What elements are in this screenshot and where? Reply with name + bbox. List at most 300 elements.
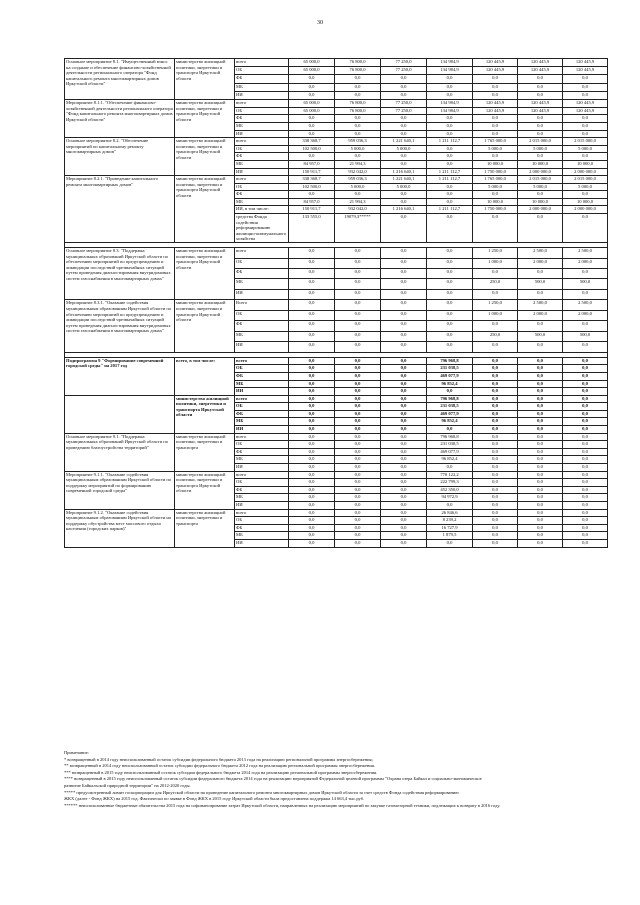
amount-cell: 21 994,3 xyxy=(335,198,381,206)
amount-cell: 0,0 xyxy=(335,342,381,352)
amount-cell: 0,0 xyxy=(427,122,473,130)
amount-cell: 0,0 xyxy=(427,464,473,472)
amount-cell: 0,0 xyxy=(427,331,473,341)
source-cell: ИИ xyxy=(235,426,289,434)
amount-cell: 5 000,0 xyxy=(518,183,563,191)
amount-cell: 0,0 xyxy=(473,268,518,278)
source-cell: ФБ xyxy=(235,321,289,331)
amount-cell: 0,0 xyxy=(335,433,381,441)
amount-cell: 0,0 xyxy=(289,403,335,411)
amount-cell: 0,0 xyxy=(518,471,563,479)
amount-cell: 0,0 xyxy=(289,539,335,547)
amount-cell: 0,0 xyxy=(427,91,473,99)
executor-cell: министерство жилищной политики, энергетики и транспорта Иркутской области xyxy=(175,248,235,300)
amount-cell: 0,0 xyxy=(473,388,518,396)
amount-cell: 0,0 xyxy=(427,321,473,331)
amount-cell: 134 984,9 xyxy=(427,59,473,67)
measure-name: Основное мероприятие 8.2. "Обеспечение мероприятий по капитальному ремонту многоквартирных домов" xyxy=(65,138,175,176)
amount-cell: 0,0 xyxy=(563,365,608,373)
amount-cell: 0,0 xyxy=(335,372,381,380)
amount-cell: 0,0 xyxy=(473,426,518,434)
note-line: ** возвращенный в 2014 году неиспользованный остаток субсидии федерального бюджета 2012 года на реализацию региональной программы энергосбережения. xyxy=(64,763,375,769)
amount-cell: 0,0 xyxy=(473,122,518,130)
amount-cell: 0,0 xyxy=(381,509,427,517)
amount-cell: 0,0 xyxy=(289,115,335,123)
amount-cell: 0,0 xyxy=(289,83,335,91)
table-row xyxy=(65,300,608,310)
amount-cell: 0,0 xyxy=(518,494,563,502)
table-row xyxy=(65,433,608,441)
amount-cell: 120 445,9 xyxy=(473,67,518,75)
amount-cell: 0,0 xyxy=(563,372,608,380)
amount-cell: 0,0 xyxy=(381,248,427,258)
source-cell: ОБ xyxy=(235,310,289,320)
amount-cell: 84 957,0 xyxy=(289,198,335,206)
source-cell: Всего xyxy=(235,300,289,310)
table-row xyxy=(65,248,608,258)
amount-cell: 0,0 xyxy=(518,433,563,441)
amount-cell: 77 250,0 xyxy=(381,59,427,67)
amount-cell: 0,0 xyxy=(335,321,381,331)
amount-cell: 0,0 xyxy=(381,388,427,396)
amount-cell: 0,0 xyxy=(518,403,563,411)
amount-cell: 0,0 xyxy=(381,471,427,479)
amount-cell: 0,0 xyxy=(427,279,473,289)
amount-cell: 0,0 xyxy=(335,331,381,341)
amount-cell: 0,0 xyxy=(473,83,518,91)
amount-cell: 0,0 xyxy=(473,153,518,161)
amount-cell: 120 445,9 xyxy=(518,100,563,108)
source-cell: ИИ xyxy=(235,388,289,396)
amount-cell: 0,0 xyxy=(518,388,563,396)
source-cell: МБ xyxy=(235,418,289,426)
amount-cell: 0,0 xyxy=(563,517,608,525)
amount-cell: 84 957,0 xyxy=(289,160,335,168)
amount-cell: 0,0 xyxy=(289,418,335,426)
amount-cell: 2 500,0 xyxy=(518,248,563,258)
amount-cell: 0,0 xyxy=(473,191,518,199)
amount-cell: 0,0 xyxy=(473,433,518,441)
amount-cell: 0,0 xyxy=(289,456,335,464)
amount-cell: 0,0 xyxy=(289,380,335,388)
source-cell: МБ xyxy=(235,494,289,502)
amount-cell: 0,0 xyxy=(473,486,518,494)
amount-cell: 0,0 xyxy=(335,486,381,494)
source-cell: ОБ xyxy=(235,441,289,449)
amount-cell: 77 250,0 xyxy=(381,107,427,115)
amount-cell: 0,0 xyxy=(473,289,518,299)
amount-cell: 65 000,0 xyxy=(289,59,335,67)
note-line: *** возвращенный в 2015 году неиспользованный остаток субсидии федерального бюджета 2014 года на реализацию региональной программы энергосбережения. xyxy=(64,769,378,775)
amount-cell: 231 038,5 xyxy=(427,441,473,449)
amount-cell: 0,0 xyxy=(289,532,335,540)
amount-cell: 0,0 xyxy=(473,410,518,418)
table-row xyxy=(65,395,608,403)
amount-cell: 0,0 xyxy=(381,122,427,130)
amount-cell: 0,0 xyxy=(289,258,335,268)
amount-cell: 0,0 xyxy=(335,300,381,310)
source-cell: ФБ xyxy=(235,372,289,380)
amount-cell: 0,0 xyxy=(289,289,335,299)
amount-cell: 21 994,3 xyxy=(335,160,381,168)
source-cell: ОБ xyxy=(235,258,289,268)
amount-cell: 0,0 xyxy=(381,83,427,91)
note-line: ***** предусмотренный лимит госкорпорации для Иркутской области на проведение капитального ремонта многоквартирных домов Иркутской области за счет средств Фонда содействия реформированию xyxy=(64,789,459,795)
amount-cell: 0,0 xyxy=(335,153,381,161)
source-cell: ОБ xyxy=(235,183,289,191)
source-cell: МБ xyxy=(235,83,289,91)
amount-cell: 500,0 xyxy=(563,331,608,341)
note-line: Примечание: xyxy=(64,750,89,755)
source-cell: всего xyxy=(235,138,289,146)
amount-cell: 0,0 xyxy=(563,130,608,138)
amount-cell: 0,0 xyxy=(335,130,381,138)
executor-cell: министерство жилищной политики, энергетики и транспорта Иркутской области xyxy=(175,59,235,100)
amount-cell: 0,0 xyxy=(473,464,518,472)
amount-cell: 500,0 xyxy=(518,279,563,289)
source-cell: ИИ xyxy=(235,502,289,510)
amount-cell: 0,0 xyxy=(518,464,563,472)
amount-cell: 0,0 xyxy=(473,456,518,464)
amount-cell: 0,0 xyxy=(518,441,563,449)
amount-cell: 5 000,0 xyxy=(473,145,518,153)
amount-cell: 0,0 xyxy=(381,300,427,310)
amount-cell: 0,0 xyxy=(289,153,335,161)
amount-cell: 0,0 xyxy=(563,441,608,449)
amount-cell: 0,0 xyxy=(381,258,427,268)
amount-cell: 16 727,9 xyxy=(427,524,473,532)
executor-cell: министерство жилищной политики, энергетики и транспорта xyxy=(175,433,235,471)
amount-cell: 1 216 640,1 xyxy=(381,206,427,214)
amount-cell: 0,0 xyxy=(563,532,608,540)
amount-cell: 10 000,0 xyxy=(518,198,563,206)
source-cell: ФБ xyxy=(235,153,289,161)
amount-cell: 0,0 xyxy=(381,456,427,464)
amount-cell: 102 500,0 xyxy=(289,145,335,153)
amount-cell: 0,0 xyxy=(563,380,608,388)
amount-cell: 2 000,0 xyxy=(518,310,563,320)
amount-cell: 1 250,0 xyxy=(473,300,518,310)
amount-cell: 0,0 xyxy=(518,365,563,373)
amount-cell: 0,0 xyxy=(335,479,381,487)
amount-cell: 0,0 xyxy=(427,342,473,352)
source-cell: ОБ xyxy=(235,107,289,115)
executor-cell: министерство жилищной политики, энергетики и транспорта Иркутской области xyxy=(175,138,235,176)
amount-cell: 0,0 xyxy=(335,191,381,199)
amount-cell: 134 984,9 xyxy=(427,107,473,115)
amount-cell: 0,0 xyxy=(518,122,563,130)
amount-cell: 1 765 000,0 xyxy=(473,176,518,184)
source-cell: ИИ xyxy=(235,168,289,176)
amount-cell: 10 000,0 xyxy=(563,198,608,206)
amount-cell: 0,0 xyxy=(518,502,563,510)
amount-cell: 0,0 xyxy=(289,300,335,310)
amount-cell: 0,0 xyxy=(335,517,381,525)
amount-cell: 76 800,0 xyxy=(335,59,381,67)
amount-cell: 0,0 xyxy=(473,380,518,388)
amount-cell: 0,0 xyxy=(518,75,563,83)
amount-cell: 0,0 xyxy=(289,357,335,365)
note-line: развитие Байкальской природной территории" на 2012-2020 годы. xyxy=(64,782,191,788)
amount-cell: 469 077,9 xyxy=(427,372,473,380)
amount-cell: 0,0 xyxy=(563,456,608,464)
amount-cell: 0,0 xyxy=(473,130,518,138)
amount-cell: 0,0 xyxy=(563,494,608,502)
amount-cell: 959 036,3 xyxy=(335,176,381,184)
amount-cell: 959 036,3 xyxy=(335,138,381,146)
amount-cell: 0,0 xyxy=(381,75,427,83)
amount-cell: 250,0 xyxy=(473,279,518,289)
amount-cell: 0,0 xyxy=(563,539,608,547)
amount-cell: 796 968,8 xyxy=(427,395,473,403)
amount-cell: 0,0 xyxy=(381,321,427,331)
amount-cell: 0,0 xyxy=(518,486,563,494)
amount-cell: 0,0 xyxy=(335,532,381,540)
amount-cell: 0,0 xyxy=(381,191,427,199)
amount-cell: 0,0 xyxy=(335,539,381,547)
amount-cell: 0,0 xyxy=(518,380,563,388)
amount-cell: 0,0 xyxy=(427,310,473,320)
amount-cell: 120 445,9 xyxy=(518,59,563,67)
amount-cell: 120 445,9 xyxy=(563,67,608,75)
amount-cell: 0,0 xyxy=(473,395,518,403)
amount-cell: 0,0 xyxy=(381,418,427,426)
amount-cell: 796 968,8 xyxy=(427,433,473,441)
amount-cell: 0,0 xyxy=(289,502,335,510)
amount-cell: 96 852,4 xyxy=(427,380,473,388)
amount-cell: 0,0 xyxy=(381,433,427,441)
amount-cell: 2 015 000,0 xyxy=(518,176,563,184)
source-cell: МБ xyxy=(235,122,289,130)
amount-cell: 1 216 640,1 xyxy=(381,168,427,176)
amount-cell: 0,0 xyxy=(381,289,427,299)
amount-cell: 0,0 xyxy=(289,331,335,341)
amount-cell: 0,0 xyxy=(427,268,473,278)
amount-cell: 0,0 xyxy=(563,471,608,479)
table-row xyxy=(65,100,608,108)
amount-cell: 0,0 xyxy=(473,509,518,517)
amount-cell: 120 445,9 xyxy=(563,59,608,67)
amount-cell: 134 984,9 xyxy=(427,100,473,108)
amount-cell: 0,0 xyxy=(335,289,381,299)
amount-cell: 0,0 xyxy=(289,494,335,502)
amount-cell: 0,0 xyxy=(563,410,608,418)
amount-cell: 5 000,0 xyxy=(335,183,381,191)
amount-cell: 0,0 xyxy=(473,115,518,123)
amount-cell: 0,0 xyxy=(518,289,563,299)
amount-cell: 0,0 xyxy=(427,214,473,243)
amount-cell: 1 750 000,0 xyxy=(473,206,518,214)
amount-cell: 102 500,0 xyxy=(289,183,335,191)
amount-cell: 0,0 xyxy=(518,91,563,99)
source-cell: МБ xyxy=(235,456,289,464)
amount-cell: 0,0 xyxy=(518,509,563,517)
source-cell: всего xyxy=(235,395,289,403)
amount-cell: 5 000,0 xyxy=(381,183,427,191)
source-cell: всего xyxy=(235,471,289,479)
source-cell: ФБ xyxy=(235,486,289,494)
amount-cell: 0,0 xyxy=(518,372,563,380)
amount-cell: 0,0 xyxy=(563,464,608,472)
amount-cell: 0,0 xyxy=(381,372,427,380)
amount-cell: 0,0 xyxy=(473,471,518,479)
amount-cell: 0,0 xyxy=(335,248,381,258)
amount-cell: 932 042,0 xyxy=(335,168,381,176)
amount-cell: 1 879,5 xyxy=(427,532,473,540)
amount-cell: 469 077,9 xyxy=(427,410,473,418)
source-cell: МБ xyxy=(235,380,289,388)
amount-cell: 0,0 xyxy=(289,471,335,479)
source-cell: всего xyxy=(235,433,289,441)
amount-cell: 0,0 xyxy=(427,248,473,258)
amount-cell: 0,0 xyxy=(518,524,563,532)
amount-cell: 0,0 xyxy=(335,357,381,365)
amount-cell: 2 015 000,0 xyxy=(563,176,608,184)
amount-cell: 0,0 xyxy=(381,539,427,547)
amount-cell: 0,0 xyxy=(335,83,381,91)
amount-cell: 1 000,0 xyxy=(473,310,518,320)
amount-cell: 2 000 000,0 xyxy=(518,168,563,176)
page-number: 30 xyxy=(317,20,323,26)
source-cell: ОБ xyxy=(235,67,289,75)
amount-cell: 0,0 xyxy=(473,502,518,510)
note-line: ЖКХ (далее - Фонд ЖКХ) на 2015 год. Фактически по заявке в Фонд ЖКХ в 2015 году Иркутской области была предоставлена поддержка 14 663,4 тыс.руб. xyxy=(64,796,365,802)
amount-cell: 0,0 xyxy=(289,279,335,289)
amount-cell: 0,0 xyxy=(563,75,608,83)
table-row xyxy=(65,357,608,365)
amount-cell: 120 445,9 xyxy=(518,107,563,115)
amount-cell: 0,0 xyxy=(427,289,473,299)
amount-cell: 0,0 xyxy=(473,524,518,532)
amount-cell: 0,0 xyxy=(563,289,608,299)
source-cell: ФБ xyxy=(235,115,289,123)
source-cell: МБ xyxy=(235,279,289,289)
amount-cell: 0,0 xyxy=(518,532,563,540)
source-cell: ОБ xyxy=(235,365,289,373)
source-cell: ИИ xyxy=(235,130,289,138)
executor-cell: министерство жилищной политики, энергетики и транспорта Иркутской области xyxy=(175,176,235,243)
amount-cell: 133 555,0 xyxy=(289,214,335,243)
amount-cell: 0,0 xyxy=(427,502,473,510)
amount-cell: 0,0 xyxy=(518,214,563,243)
amount-cell: 0,0 xyxy=(289,524,335,532)
source-cell: ИИ xyxy=(235,289,289,299)
source-cell: ФБ xyxy=(235,410,289,418)
amount-cell: 2 000,0 xyxy=(563,258,608,268)
measure-name: Основное мероприятие 8.3. "Поддержка муниципальных образований Иркутской области по обеспечению мероприятий по предупреждению и ликвидации последствий чрезвычайных ситуаций путем проведения диагностирования внутридомовых систем газоснабжения в многоквартирных домах" xyxy=(65,248,175,300)
amount-cell: 0,0 xyxy=(518,539,563,547)
amount-cell: 10 000,0 xyxy=(473,160,518,168)
amount-cell: 452 350,0 xyxy=(427,486,473,494)
amount-cell: 222 799,3 xyxy=(427,479,473,487)
amount-cell: 0,0 xyxy=(335,115,381,123)
amount-cell: 0,0 xyxy=(289,479,335,487)
amount-cell: 0,0 xyxy=(381,410,427,418)
amount-cell: 0,0 xyxy=(563,342,608,352)
source-cell: ФБ xyxy=(235,524,289,532)
amount-cell: 0,0 xyxy=(427,153,473,161)
amount-cell: 2 500,0 xyxy=(563,300,608,310)
amount-cell: 1 211 112,7 xyxy=(427,138,473,146)
amount-cell: 0,0 xyxy=(518,426,563,434)
measure-name: Основное мероприятие 9.1. "Поддержка муниципальных образований Иркутской области по проведению благоустройства территорий" xyxy=(65,433,175,471)
amount-cell: 0,0 xyxy=(427,191,473,199)
amount-cell: 0,0 xyxy=(427,83,473,91)
amount-cell: 0,0 xyxy=(381,268,427,278)
amount-cell: 150 911,7 xyxy=(289,168,335,176)
amount-cell: 0,0 xyxy=(381,517,427,525)
source-cell: ФБ xyxy=(235,75,289,83)
amount-cell: 0,0 xyxy=(335,456,381,464)
amount-cell: 0,0 xyxy=(381,342,427,352)
source-cell: МБ xyxy=(235,160,289,168)
source-cell: всего xyxy=(235,509,289,517)
amount-cell: 0,0 xyxy=(335,388,381,396)
table-row xyxy=(65,509,608,517)
amount-cell: 0,0 xyxy=(427,183,473,191)
amount-cell: 0,0 xyxy=(427,130,473,138)
amount-cell: 1 750 000,0 xyxy=(473,168,518,176)
amount-cell: 2 500,0 xyxy=(563,248,608,258)
measure-name: Подпрограмма 9 "Формирование современной городской среды" на 2017 год xyxy=(65,357,175,395)
amount-cell: 0,0 xyxy=(381,331,427,341)
amount-cell: 0,0 xyxy=(335,403,381,411)
amount-cell: 2 000 000,0 xyxy=(563,206,608,214)
amount-cell: 469 077,9 xyxy=(427,448,473,456)
source-cell: ОБ xyxy=(235,145,289,153)
amount-cell: 0,0 xyxy=(289,372,335,380)
amount-cell: 0,0 xyxy=(518,395,563,403)
amount-cell: 0,0 xyxy=(381,130,427,138)
amount-cell: 1 211 112,7 xyxy=(427,176,473,184)
table-row xyxy=(65,138,608,146)
table-row xyxy=(65,176,608,184)
source-cell: всего xyxy=(235,59,289,67)
amount-cell: 0,0 xyxy=(473,365,518,373)
amount-cell: 0,0 xyxy=(563,479,608,487)
amount-cell: 0,0 xyxy=(335,258,381,268)
amount-cell: 0,0 xyxy=(381,115,427,123)
amount-cell: 0,0 xyxy=(563,122,608,130)
amount-cell: 5 000,0 xyxy=(335,145,381,153)
amount-cell: 0,0 xyxy=(518,342,563,352)
amount-cell: 1 211 112,7 xyxy=(427,168,473,176)
amount-cell: 0,0 xyxy=(473,342,518,352)
amount-cell: 0,0 xyxy=(381,464,427,472)
amount-cell: 0,0 xyxy=(473,91,518,99)
amount-cell: 0,0 xyxy=(427,258,473,268)
source-cell: ИИ xyxy=(235,91,289,99)
amount-cell: 0,0 xyxy=(563,214,608,243)
amount-cell: 0,0 xyxy=(381,153,427,161)
amount-cell: 338 368,7 xyxy=(289,176,335,184)
amount-cell: 0,0 xyxy=(473,448,518,456)
amount-cell: 0,0 xyxy=(563,502,608,510)
amount-cell: 65 000,0 xyxy=(289,67,335,75)
amount-cell: 0,0 xyxy=(518,479,563,487)
amount-cell: 0,0 xyxy=(289,410,335,418)
amount-cell: 120 445,9 xyxy=(473,59,518,67)
table-row xyxy=(65,59,608,67)
amount-cell: 231 038,5 xyxy=(427,365,473,373)
amount-cell: 0,0 xyxy=(427,75,473,83)
amount-cell: 0,0 xyxy=(473,75,518,83)
amount-cell: 0,0 xyxy=(335,464,381,472)
amount-cell: 0,0 xyxy=(563,388,608,396)
measure-name xyxy=(65,395,175,433)
amount-cell: 0,0 xyxy=(335,426,381,434)
amount-cell: 0,0 xyxy=(289,426,335,434)
